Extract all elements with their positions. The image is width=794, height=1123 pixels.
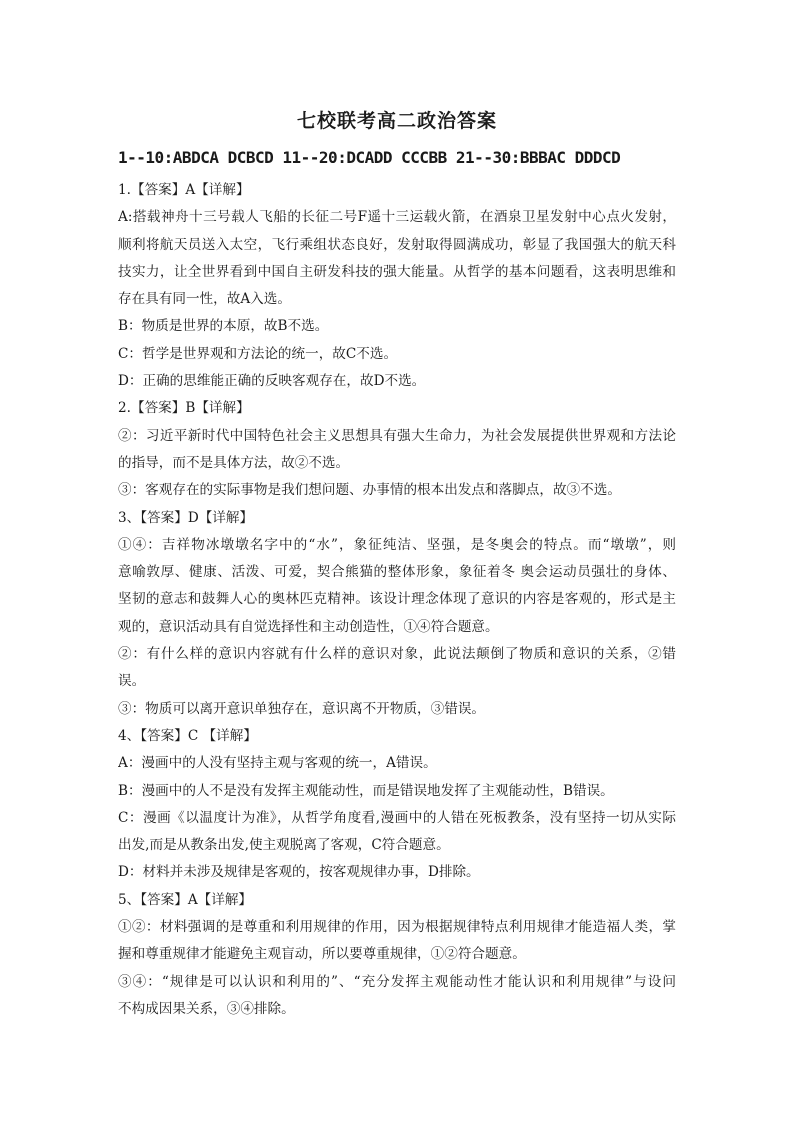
text-line: C：哲学是世界观和方法论的统一，故C不选。: [118, 345, 398, 362]
text-line: ①④：吉祥物冰墩墩名字中的“水”，象征纯洁、坚强，是冬奥会的特点。而“墩墩”，则: [118, 536, 676, 553]
text-line: 坚韧的意志和鼓舞人心的奥林匹克精神。该设计理念体现了意识的内容是客观的，形式是主: [118, 591, 676, 608]
text-line: B：物质是世界的本原，故B不选。: [118, 318, 329, 335]
text-line: 5、【答案】A【详解】: [118, 891, 253, 908]
text-line: 观的，意识活动具有自觉选择性和主动创造性，①④符合题意。: [118, 618, 499, 635]
text-line: D：材料并未涉及规律是客观的，按客观规律办事，D排除。: [118, 864, 480, 881]
text-line: 意喻敦厚、健康、活泼、可爱，契合熊猫的整体形象，象征着冬 奥会运动员强壮的身体、: [118, 564, 676, 581]
text-line: 3、【答案】D【详解】: [118, 509, 254, 526]
text-line: 顺利将航天员送入太空，飞行乘组状态良好，发射取得圆满成功，彰显了我国强大的航天科: [118, 236, 676, 253]
answer-explanations: [118, 177, 676, 1023]
text-line: 2.【答案】B【详解】: [118, 400, 250, 417]
text-line: ①②：材料强调的是尊重和利用规律的作用，因为根据规律特点利用规律才能造福人类，掌: [118, 919, 676, 936]
text-line: B：漫画中的人不是没有发挥主观能动性，而是错误地发挥了主观能动性，B错误。: [118, 782, 614, 799]
text-line: 的指导，而不是具体方法，故②不选。: [118, 454, 350, 471]
text-line: ③：客观存在的实际事物是我们想问题、办事情的根本出发点和落脚点，故③不选。: [118, 482, 621, 499]
text-line: C：漫画《以温度计为准》，从哲学角度看,漫画中的人错在死板教条，没有坚持一切从实际: [118, 809, 676, 826]
text-line: 存在具有同一性，故A入选。: [118, 291, 291, 308]
text-line: A：漫画中的人没有坚持主观与客观的统一，A错误。: [118, 755, 437, 772]
text-line: 握和尊重规律才能避免主观盲动，所以要尊重规律，①②符合题意。: [118, 946, 526, 963]
text-line: ②：习近平新时代中国特色社会主义思想具有强大生命力，为社会发展提供世界观和方法论: [118, 427, 676, 444]
text-line: ②：有什么样的意识内容就有什么样的意识对象，此说法颠倒了物质和意识的关系，②错: [118, 646, 676, 663]
text-line: 不构成因果关系，③④排除。: [118, 1000, 295, 1017]
text-line: 出发,而是从教条出发,使主观脱离了客观，C符合题意。: [118, 837, 450, 854]
text-line: 技实力，让全世界看到中国自主研发科技的强大能量。从哲学的基本问题看，这表明思维和: [118, 263, 676, 280]
text-line: 4、【答案】C 【详解】: [118, 727, 257, 744]
text-line: D：正确的思维能正确的反映客观存在，故D不选。: [118, 373, 426, 390]
text-line: A:搭载神舟十三号载人飞船的长征二号F遥十三运载火箭，在酒泉卫星发射中心点火发射，: [118, 209, 676, 226]
text-line: ③④：“规律是可以认识和利用的”、“充分发挥主观能动性才能认识和利用规律”与设问: [118, 973, 676, 990]
document-title: 七校联考高二政治答案: [296, 110, 497, 132]
text-line: 1.【答案】A【详解】: [118, 182, 250, 198]
text-line: ③：物质可以离开意识单独存在，意识离不开物质，③错误。: [118, 700, 486, 717]
text-line: 误。: [118, 673, 146, 690]
answer-key-line: 1--10:ABDCA DCBCD 11--20:DCADD CCCBB 21--30:BBBAC DDDCD: [118, 148, 621, 167]
